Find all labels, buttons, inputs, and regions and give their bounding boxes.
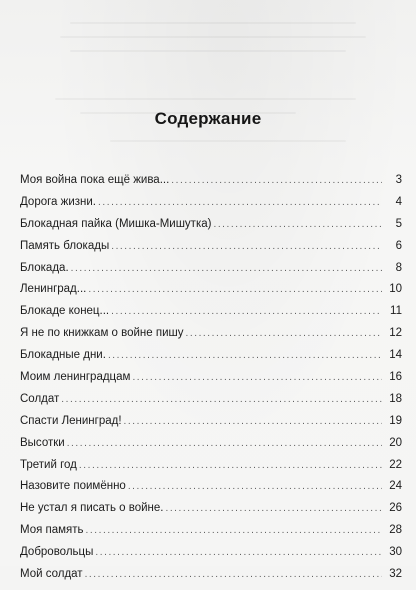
toc-entry[interactable] xyxy=(20,524,402,546)
toc-entry-page-number: 14 xyxy=(389,349,402,362)
toc-entry[interactable] xyxy=(20,349,402,371)
toc-dot-leader xyxy=(213,219,382,230)
toc-entry[interactable] xyxy=(20,502,402,524)
toc-entry-page-number: 11 xyxy=(390,305,402,318)
toc-entry[interactable] xyxy=(20,196,402,218)
toc-entry[interactable] xyxy=(20,218,402,240)
page-title: Содержание xyxy=(154,109,262,128)
toc-dot-leader xyxy=(86,525,382,536)
toc-entry-page-number: 5 xyxy=(395,217,402,230)
toc-entry[interactable] xyxy=(20,459,402,481)
toc-dot-leader xyxy=(124,416,382,427)
toc-entry[interactable] xyxy=(20,546,402,568)
toc-dot-leader xyxy=(61,394,382,405)
toc-entry[interactable] xyxy=(20,262,402,284)
bleed-through-line xyxy=(70,22,356,24)
toc-entry-title: Память блокады xyxy=(20,239,110,252)
toc-entry-page-number: 32 xyxy=(389,568,402,581)
toc-entry-title: Третий год xyxy=(20,458,77,471)
toc-dot-leader xyxy=(67,438,382,449)
toc-dot-leader xyxy=(95,547,382,558)
toc-entry-title: Высотки xyxy=(20,436,65,449)
toc-entry-page-number: 10 xyxy=(389,283,402,296)
toc-dot-leader xyxy=(128,481,382,492)
toc-entry-page-number: 3 xyxy=(395,174,402,186)
toc-entry[interactable] xyxy=(20,393,402,415)
toc-entry-page-number: 26 xyxy=(389,502,402,515)
toc-entry[interactable] xyxy=(20,371,402,393)
toc-dot-leader xyxy=(171,175,382,186)
toc-entry-title: Солдат xyxy=(20,392,60,405)
toc-entry-title: Моим ленинградцам xyxy=(20,371,131,384)
toc-entry[interactable] xyxy=(20,327,402,349)
toc-entry-page-number: 12 xyxy=(389,327,402,340)
toc-entry-page-number: 28 xyxy=(389,524,402,537)
table-of-contents xyxy=(20,174,402,590)
toc-entry-title: Спасти Ленинград! xyxy=(20,414,122,427)
toc-entry-title: Добровольцы xyxy=(20,546,94,559)
toc-entry[interactable] xyxy=(20,174,402,196)
toc-dot-leader xyxy=(71,263,382,274)
toc-entry-title: Блокаде конец... xyxy=(20,305,110,318)
toc-entry-page-number: 18 xyxy=(389,392,402,405)
bleed-through-line xyxy=(55,98,356,100)
toc-entry-title: Блокадная пайка (Мишка-Мишутка) xyxy=(20,217,212,230)
toc-dot-leader xyxy=(79,460,382,471)
toc-entry-title: Назовите поимённо xyxy=(20,480,126,493)
toc-dot-leader xyxy=(132,372,382,383)
bleed-through-line xyxy=(70,50,346,52)
toc-dot-leader xyxy=(85,569,382,580)
toc-entry-page-number: 4 xyxy=(395,195,402,208)
toc-entry-title: Ленинград... xyxy=(20,283,87,296)
toc-entry-page-number: 6 xyxy=(395,239,402,252)
toc-dot-leader xyxy=(186,328,383,339)
toc-dot-leader xyxy=(165,503,382,514)
toc-dot-leader xyxy=(111,241,382,252)
toc-entry[interactable] xyxy=(20,480,402,502)
toc-entry-page-number: 22 xyxy=(389,458,402,471)
toc-entry[interactable] xyxy=(20,283,402,305)
toc-entry-page-number: 30 xyxy=(389,546,402,559)
toc-entry-title: Дорога жизни. xyxy=(20,195,96,208)
toc-entry-page-number: 20 xyxy=(389,436,402,449)
toc-entry[interactable] xyxy=(20,305,402,327)
bleed-through-line xyxy=(60,36,366,38)
toc-entry[interactable] xyxy=(20,240,402,262)
toc-entry[interactable] xyxy=(20,415,402,437)
toc-entry-page-number: 24 xyxy=(389,480,402,493)
toc-entry-title: Блокада. xyxy=(20,261,69,274)
toc-dot-leader xyxy=(88,284,382,295)
toc-entry-page-number: 8 xyxy=(395,261,402,274)
toc-entry-title: Мой солдат xyxy=(20,568,83,581)
toc-dot-leader xyxy=(108,350,382,361)
toc-entry-page-number: 19 xyxy=(389,414,402,427)
toc-entry-title: Не устал я писать о войне. xyxy=(20,502,164,515)
toc-dot-leader xyxy=(111,306,382,317)
toc-entry[interactable] xyxy=(20,568,402,590)
toc-entry-title: Блокадные дни. xyxy=(20,349,106,362)
toc-entry[interactable] xyxy=(20,437,402,459)
toc-entry-page-number: 16 xyxy=(389,371,402,384)
toc-entry-title: Моя война пока ещё жива... xyxy=(20,174,170,186)
toc-entry-title: Я не по книжкам о войне пишу xyxy=(20,327,184,340)
toc-dot-leader xyxy=(98,197,382,208)
toc-entry-title: Моя память xyxy=(20,524,84,537)
bleed-through-line xyxy=(110,140,346,142)
